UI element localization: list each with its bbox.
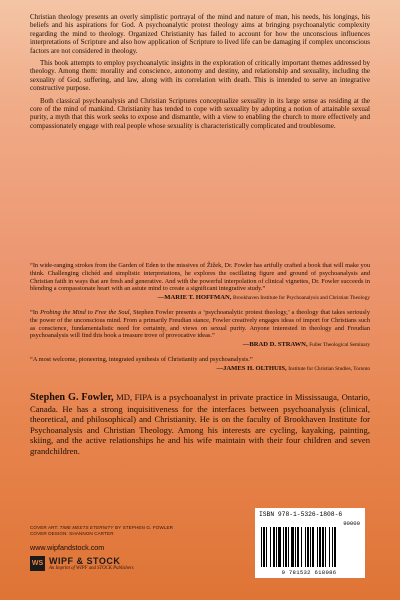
endorsement-olthuis	[30, 356, 370, 374]
endorser-name: —MARIE T. HOFFMAN,	[157, 294, 232, 302]
endorsement-text-post: Stephen Fowler presents a ‘psychoanalytic protest theology,’ a theology that takes seriously the power of the unconscious mind. From a primarily Freudian stance, Fowler creatively engages ideas of import for Christians such as conscience, fundamentalistic need for certainty, and views on sexual purity. Anyone interested in theology and Freudian psychoanalysis will find this book a treasure trove of provocative ideas.”	[30, 308, 370, 340]
publisher-logo-icon: WS	[30, 556, 45, 571]
endorser-affiliation: Fuller Theological Seminary	[309, 342, 370, 349]
book-summary	[30, 13, 370, 130]
author-bio	[30, 392, 370, 457]
endorsements	[30, 262, 370, 380]
endorsement-text: “In wide-ranging strokes from the Garden of Eden to the missives of Žižek, Dr. Fowler has artfully crafted a book that will make you think. Challenging clichéd and simplistic interpretations, he explores the oscillating figure and ground of psychoanalysis and Christian faith in ways that are fresh and generative. And with the powerful interpolation of clinical vignettes, Dr. Fowler succeeds in blending a compassionate heart with an astute mind to create a significant integrative study.”	[30, 262, 370, 293]
publisher-website[interactable]: www.wipfandstock.com	[30, 543, 105, 552]
author-bio-text: MD, FIPA is a psychoanalyst in private practice in Mississauga, Ontario, Canada. He has a strong inquisitiveness for the interfaces between psychoanalysis (clinical, theoretical, and philosophical) and Christianity. He is on the faculty of Brookhaven Institute for Psychoanalysis and Christian Theology. Among his interests are cycling, kayaking, painting, skiing, and the active relationships he and his wife maintain with their four children and seven grandchildren.	[30, 392, 370, 456]
endorser-affiliation: Institute for Christian Studies, Toronto	[288, 365, 370, 372]
summary-paragraph-2: This book attempts to employ psychoanalytic insights in the exploration of critically important themes addressed by theology. Among them: morality and conscience, autonomy and destiny, and relationship and sexuality, including the sexuality of God, suffering, and law, along with its correlation with death. This is intended to serve an integrative constructive purpose.	[30, 59, 370, 93]
endorser-name: —JAMES H. OLTHUIS,	[216, 364, 287, 372]
author-name: Stephen G. Fowler,	[30, 392, 114, 403]
endorser-name: —BRAD D. STRAWN,	[242, 341, 308, 349]
endorsement-strawn	[30, 309, 370, 350]
cover-art-artist: BY STEPHEN G. FOWLER	[113, 525, 174, 530]
barcode-digits: 9 781532 618086	[281, 569, 337, 576]
book-title-italic: Probing the Mind to Free the Soul,	[40, 308, 132, 316]
endorsement-text-pre: “In	[30, 308, 41, 316]
endorser-affiliation: Brookhaven Institute for Psychoanalysis and Christian Theology	[232, 295, 370, 302]
price-code: 90000	[343, 520, 360, 527]
cover-credits	[30, 525, 173, 538]
endorsement-attribution	[30, 365, 370, 374]
summary-paragraph-1: Christian theology presents an overly simplistic portrayal of the mind and nature of man, his needs, his longings, his beliefs and his aspirations for God. A psychoanalytic protest theology aims at bringing psychoanalytic complexity regarding the mind to theology. Organized Christianity has failed to account for how the unconscious influences interpretations of Scripture and also how application of Scripture to lived life can be damaging if complex unconscious factors are not considered in theology.	[30, 13, 370, 55]
cover-art-label: COVER ART:	[30, 525, 60, 530]
endorsement-attribution	[30, 294, 370, 303]
cover-design-credit: COVER DESIGN: SHANNON CARTER	[30, 531, 114, 537]
barcode-icon	[259, 527, 361, 569]
publisher-name: WIPF & STOCK	[49, 556, 121, 566]
endorsement-text: “A most welcome, pioneering, integrated synthesis of Christianity and psychoanalysis.”	[30, 355, 253, 363]
endorsement-attribution	[30, 341, 370, 350]
isbn-barcode	[255, 508, 365, 578]
endorsement-hoffman	[30, 262, 370, 303]
isbn-number: ISBN 978-1-5326-1808-6	[259, 511, 343, 518]
publisher-tagline: An Imprint of WIPF and STOCK Publishers	[49, 566, 134, 571]
cover-art-title: TIME MEETS ETERNITY	[59, 525, 114, 530]
summary-paragraph-3: Both classical psychoanalysis and Christian Scriptures conceptualize sexuality in its large sense as residing at the core of the mind of mankind. Christianity has tended to cope with sexuality by adopting a notion of attainable sexual purity, a myth that this work seeks to expose and dismantle, with a view to enabling the church to more effectively and compassionately engage with real people whose sexuality is characteristically complicated and troublesome.	[30, 96, 370, 130]
endorsement-text	[30, 309, 370, 340]
